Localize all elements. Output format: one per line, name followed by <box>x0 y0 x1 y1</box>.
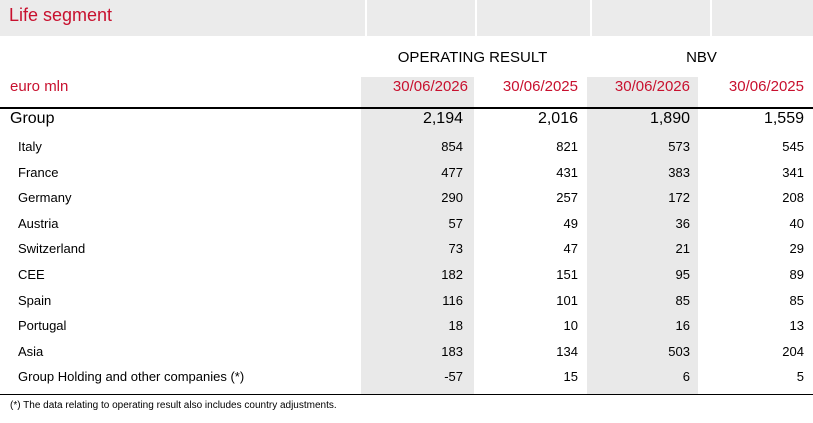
row-label: Spain <box>18 293 52 308</box>
date-header-nbv-prior: 30/06/2025 <box>728 78 804 95</box>
row-label: Group Holding and other companies (*) <box>18 369 245 384</box>
table-row <box>0 214 813 238</box>
table-row <box>0 291 813 315</box>
cell-value: 573 <box>668 139 690 154</box>
cell-value: 57 <box>448 216 463 231</box>
cell-value: 95 <box>675 267 690 282</box>
cell-value: 13 <box>789 318 804 333</box>
header-operating-result: OPERATING RESULT <box>397 49 548 66</box>
row-label: CEE <box>18 267 45 282</box>
cell-value: 85 <box>789 293 804 308</box>
cell-value: 257 <box>556 190 578 205</box>
date-header-nbv-current: 30/06/2026 <box>614 78 690 95</box>
cell-value: 854 <box>441 139 463 154</box>
cell-value: 85 <box>675 293 690 308</box>
title-bar-segment <box>367 0 477 36</box>
row-label: Germany <box>18 190 72 205</box>
row-label: Portugal <box>18 318 67 333</box>
row-label: Asia <box>18 344 44 359</box>
cell-value: 477 <box>441 165 463 180</box>
cell-value: 116 <box>442 293 463 308</box>
cell-value: 2,194 <box>422 110 463 127</box>
cell-value: 18 <box>448 318 463 333</box>
cell-value: 383 <box>668 165 690 180</box>
table-row <box>0 342 813 366</box>
table-row <box>0 367 813 391</box>
cell-value: 182 <box>441 267 463 282</box>
cell-value: 101 <box>556 293 578 308</box>
row-label: Switzerland <box>18 241 86 256</box>
cell-value: 1,559 <box>763 110 804 127</box>
row-label: Austria <box>18 216 59 231</box>
page-title: Life segment <box>9 5 113 25</box>
cell-value: 21 <box>675 241 690 256</box>
cell-value: 341 <box>782 165 804 180</box>
cell-value: 503 <box>668 344 690 359</box>
cell-value: 6 <box>682 369 690 384</box>
table-row-group <box>0 109 813 133</box>
cell-value: 29 <box>789 241 804 256</box>
table-row <box>0 137 813 161</box>
cell-value: 545 <box>782 139 804 154</box>
cell-value: 47 <box>563 241 578 256</box>
header-nbv: NBV <box>686 49 717 66</box>
cell-value: 172 <box>668 190 690 205</box>
row-label: France <box>18 165 59 180</box>
cell-value: -57 <box>444 369 463 384</box>
cell-value: 290 <box>441 190 463 205</box>
table-row <box>0 163 813 187</box>
cell-value: 89 <box>789 267 804 282</box>
cell-value: 10 <box>563 318 578 333</box>
title-bar-segment <box>477 0 592 36</box>
cell-value: 1,890 <box>649 110 690 127</box>
unit-label: euro mln <box>10 78 69 95</box>
footer-rule <box>0 394 813 395</box>
cell-value: 204 <box>782 344 804 359</box>
table-row <box>0 188 813 212</box>
cell-value: 134 <box>556 344 578 359</box>
footnote: (*) The data relating to operating result also includes country adjustments. <box>10 400 337 411</box>
row-label: Group <box>10 110 55 127</box>
date-header-operating-current: 30/06/2026 <box>392 78 468 95</box>
table-row <box>0 316 813 340</box>
cell-value: 16 <box>675 318 690 333</box>
cell-value: 73 <box>448 241 463 256</box>
cell-value: 36 <box>675 216 690 231</box>
title-bar <box>0 0 813 36</box>
cell-value: 40 <box>789 216 804 231</box>
cell-value: 431 <box>556 165 578 180</box>
title-bar-segment <box>592 0 712 36</box>
cell-value: 2,016 <box>537 110 578 127</box>
date-header-operating-prior: 30/06/2025 <box>502 78 578 95</box>
cell-value: 15 <box>563 369 578 384</box>
cell-value: 151 <box>556 267 578 282</box>
table-row <box>0 239 813 263</box>
row-label: Italy <box>18 139 42 154</box>
cell-value: 208 <box>782 190 804 205</box>
cell-value: 5 <box>796 369 804 384</box>
cell-value: 821 <box>556 139 578 154</box>
cell-value: 49 <box>563 216 578 231</box>
table-row <box>0 265 813 289</box>
cell-value: 183 <box>441 344 463 359</box>
